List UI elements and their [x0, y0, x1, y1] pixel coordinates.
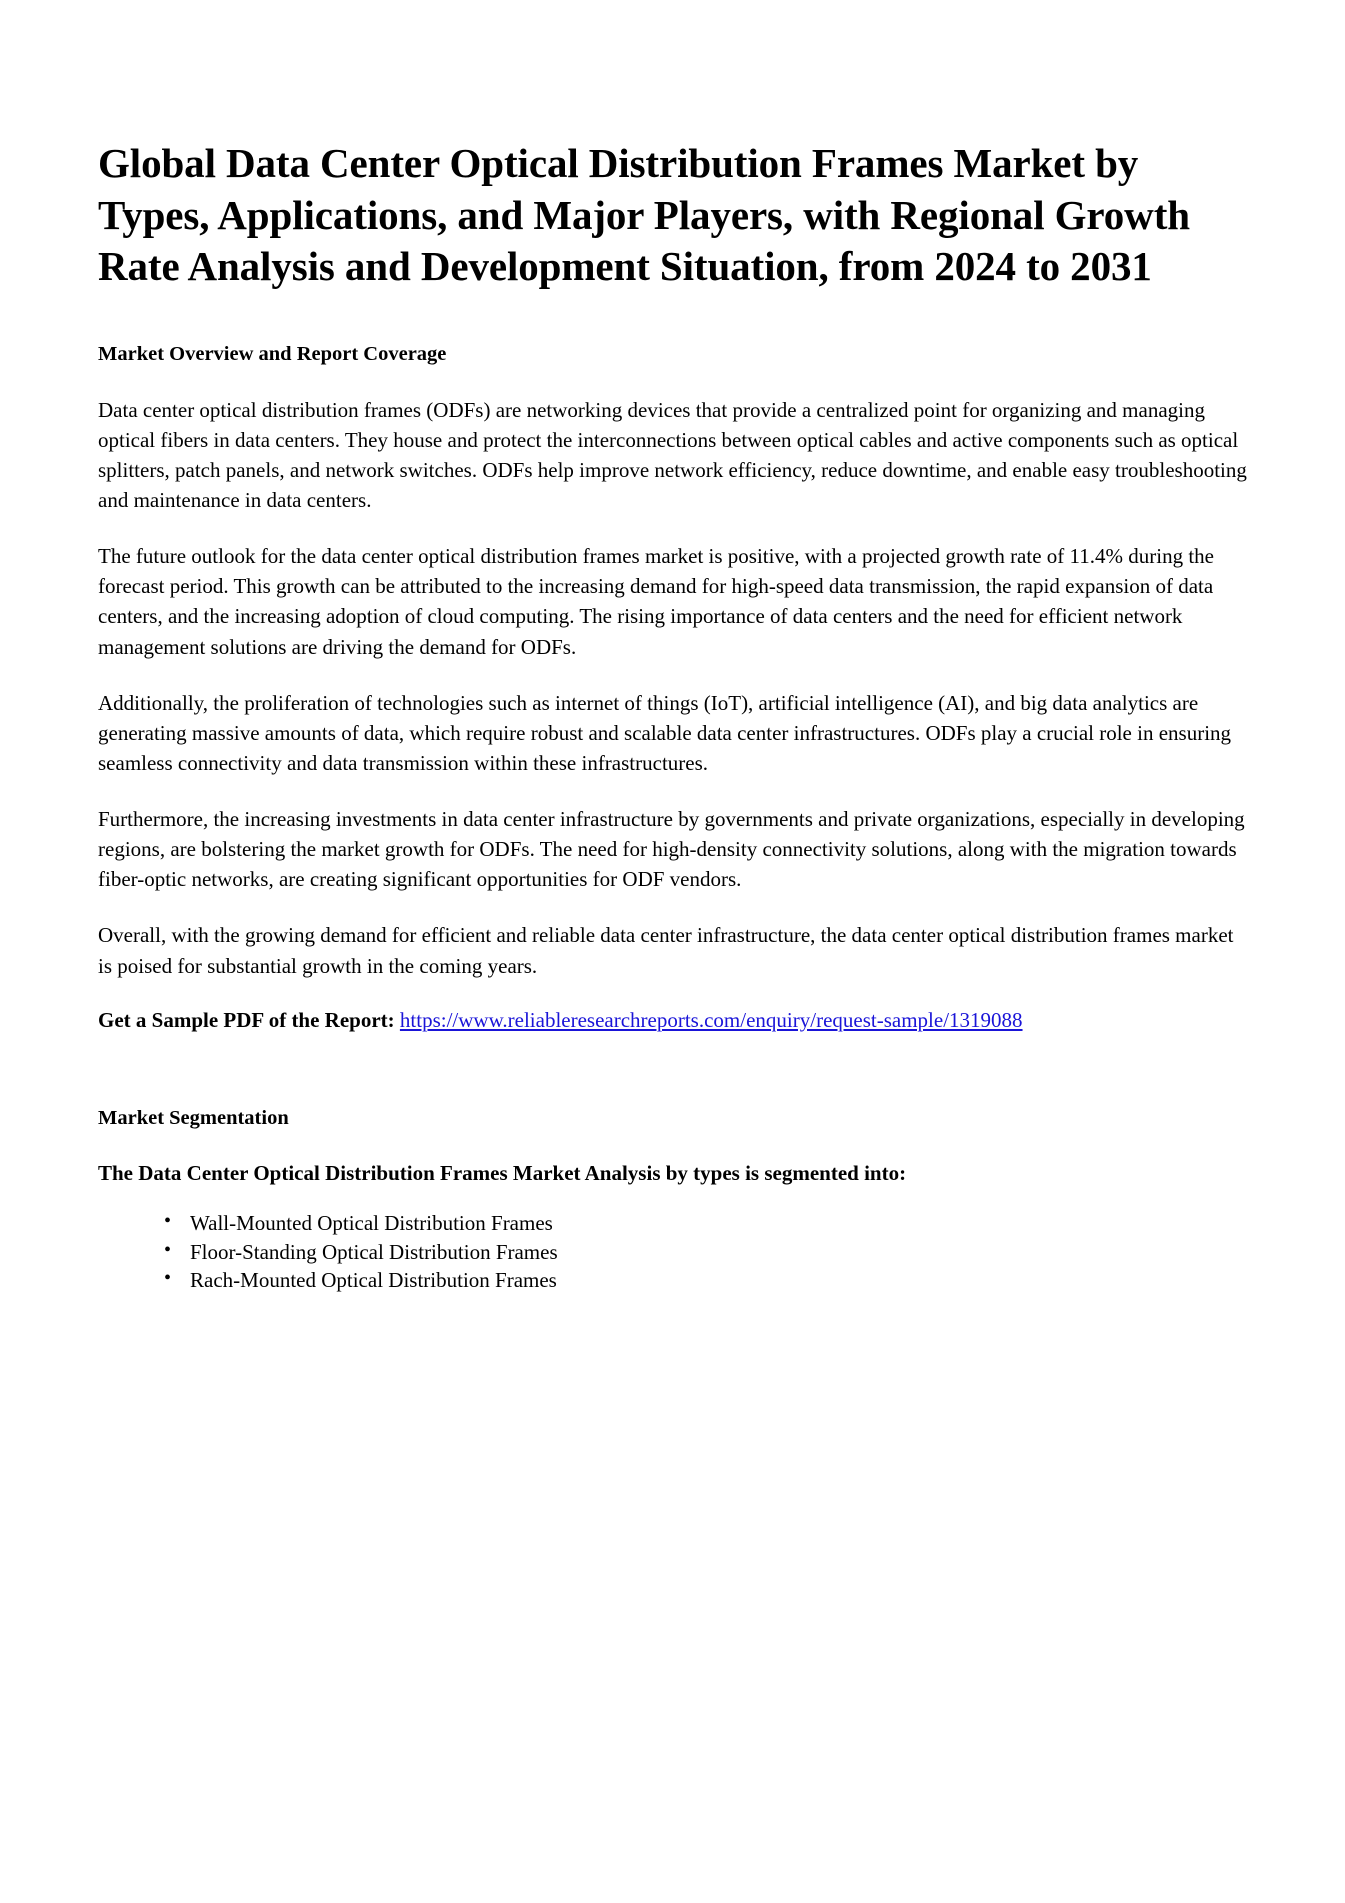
segmentation-types-intro: The Data Center Optical Distribution Frames Market Analysis by types is segmented into:: [98, 1160, 907, 1185]
sample-pdf-line: [98, 1005, 1247, 1035]
sample-pdf-label: Get a Sample PDF of the Report:: [98, 1007, 395, 1032]
paragraph-overall-summary: Overall, with the growing demand for efficient and reliable data center infrastructure, the data center optical distribution frames market is poised for substantial growth in the coming years.: [98, 923, 1234, 978]
section-spacer: [98, 1061, 1247, 1105]
sample-pdf-link[interactable]: https://www.reliableresearchreports.com/enquiry/request-sample/1319088: [399, 1007, 1023, 1032]
segmentation-type-list: [98, 1210, 1247, 1294]
list-item: • Floor-Standing Optical Distribution Frames: [164, 1239, 1247, 1266]
list-item: • Rach-Mounted Optical Distribution Frames: [164, 1267, 1247, 1294]
paragraph-future-outlook: The future outlook for the data center optical distribution frames market is positive, with a projected growth rate of 11.4% during the forecast period. This growth can be attributed to the increasing demand for high-speed data transmission, the rapid expansion of data centers, and the increasing adoption of cloud computing. The rising importance of data centers and the need for efficient network management solutions are driving the demand for ODFs.: [98, 544, 1214, 659]
paragraph-investments: Furthermore, the increasing investments in data center infrastructure by governments and private organizations, especially in developing regions, are bolstering the market growth for ODFs. The need for high-density connectivity solutions, along with the migration towards fiber-optic networks, are creating significant opportunities for ODF vendors.: [98, 807, 1245, 892]
section-heading-market-overview: Market Overview and Report Coverage: [98, 342, 447, 365]
page-title: Global Data Center Optical Distribution Frames Market by Types, Applications, and Major Players, with Regional Growth Rate Analysis and Development Situation, from 2024 to 2031: [98, 140, 1190, 290]
list-item: • Wall-Mounted Optical Distribution Frames: [164, 1210, 1247, 1237]
paragraph-odf-definition: Data center optical distribution frames (ODFs) are networking devices that provide a centralized point for organizing and managing optical fibers in data centers. They house and protect the interconnections between optical cables and active components such as optical splitters, patch panels, and network switches. ODFs help improve network efficiency, reduce downtime, and enable easy troubleshooting and maintenance in data centers.: [98, 397, 1247, 513]
paragraph-technology-proliferation: Additionally, the proliferation of technologies such as internet of things (IoT), artificial intelligence (AI), and big data analytics are generating massive amounts of data, which require robust and scalable data center infrastructures. ODFs play a crucial role in ensuring seamless connectivity and data transmission within these infrastructures.: [98, 690, 1232, 775]
section-heading-market-segmentation: Market Segmentation: [98, 1106, 289, 1129]
